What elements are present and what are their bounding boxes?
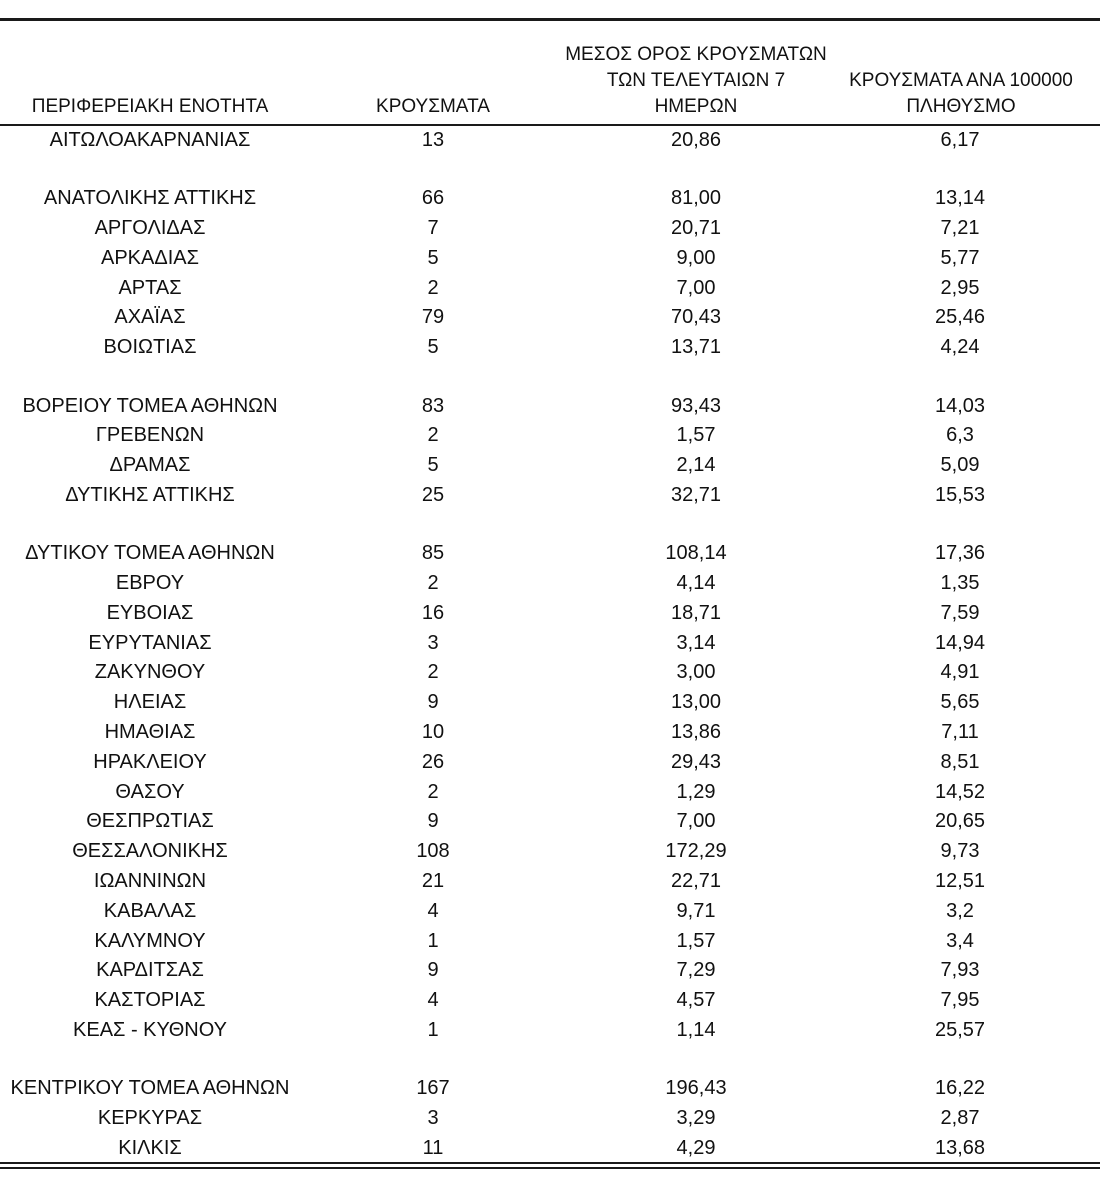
table-row — [0, 569, 1100, 599]
cell-cases-per-100k: 7,21 — [940, 217, 980, 240]
cell-seven-day-average: 4,29 — [676, 1136, 716, 1159]
header-seven-day-average: ΜΕΣΟΣ ΟΡΟΣ ΚΡΟΥΣΜΑΤΩΝ ΤΩΝ ΤΕΛΕΥΤΑΙΩΝ 7 ΗΜΕΡΩΝ — [565, 44, 827, 117]
cell-cases: 79 — [421, 306, 445, 329]
cell-cases: 5 — [427, 454, 439, 477]
cell-seven-day-average: 20,71 — [670, 217, 722, 240]
cell-cases-per-100k: 14,94 — [934, 631, 986, 654]
table-row — [0, 778, 1100, 808]
cell-region: ΑΙΤΩΛΟΑΚΑΡΝΑΝΙΑΣ — [49, 129, 251, 151]
cell-region: ΚΕΡΚΥΡΑΣ — [97, 1107, 203, 1130]
cell-cases: 3 — [427, 1107, 439, 1130]
cell-cases: 4 — [427, 989, 439, 1012]
cell-cases-per-100k: 3,2 — [946, 899, 974, 922]
header-region: ΠΕΡΙΦΕΡΕΙΑΚΗ ΕΝΟΤΗΤΑ — [31, 96, 269, 117]
cell-seven-day-average: 196,43 — [665, 1077, 727, 1100]
cell-cases: 1 — [427, 929, 439, 952]
cell-region: ΕΥΡΥΤΑΝΙΑΣ — [88, 631, 212, 654]
cell-seven-day-average: 7,00 — [676, 276, 716, 299]
cell-region: ΑΧΑΪΑΣ — [114, 306, 186, 329]
table-row — [0, 599, 1100, 629]
cell-region: ΚΑΡΔΙΤΣΑΣ — [96, 959, 204, 982]
table-row — [0, 688, 1100, 718]
table-row — [0, 184, 1100, 214]
cell-cases-per-100k: 13,68 — [934, 1136, 986, 1159]
cell-cases-per-100k: 9,73 — [940, 840, 980, 863]
cell-cases-per-100k: 25,57 — [934, 1019, 986, 1042]
cell-seven-day-average: 1,57 — [676, 424, 716, 447]
cell-cases-per-100k: 6,3 — [946, 424, 974, 447]
cell-cases: 11 — [422, 1136, 444, 1159]
cell-cases-per-100k: 3,4 — [946, 929, 974, 952]
cell-cases-per-100k: 5,77 — [940, 246, 980, 269]
cell-seven-day-average: 29,43 — [670, 750, 722, 773]
cell-cases: 9 — [427, 810, 439, 833]
cell-cases-per-100k: 12,51 — [934, 870, 986, 893]
table-row — [0, 481, 1100, 511]
cell-region: ΗΡΑΚΛΕΙΟΥ — [93, 750, 207, 773]
cell-cases-per-100k: 15,53 — [934, 483, 986, 506]
cell-cases-per-100k: 7,11 — [941, 721, 979, 744]
cell-region: ΔΥΤΙΚΟΥ ΤΟΜΕΑ ΑΘΗΝΩΝ — [25, 542, 275, 565]
table-row — [0, 718, 1100, 748]
table-bottom-rule — [0, 1162, 1100, 1164]
cell-cases: 2 — [427, 276, 439, 299]
cell-region: ΘΕΣΠΡΩΤΙΑΣ — [86, 810, 214, 833]
cell-cases-per-100k: 14,52 — [934, 780, 986, 803]
cell-seven-day-average: 9,71 — [676, 899, 716, 922]
cell-seven-day-average: 70,43 — [670, 306, 722, 329]
cell-cases: 2 — [427, 661, 439, 684]
cell-cases: 2 — [427, 780, 439, 803]
cell-cases: 16 — [421, 601, 445, 624]
cell-region: ΒΟΙΩΤΙΑΣ — [103, 336, 197, 359]
cell-region: ΚΑΛΥΜΝΟΥ — [94, 929, 206, 952]
cell-cases: 4 — [427, 899, 439, 922]
cell-cases-per-100k: 14,03 — [934, 394, 986, 417]
cell-region: ΔΥΤΙΚΗΣ ΑΤΤΙΚΗΣ — [65, 483, 235, 506]
header-cases: ΚΡΟΥΣΜΑΤΑ — [376, 96, 490, 117]
cell-cases: 66 — [421, 187, 445, 210]
cell-cases: 108 — [416, 840, 450, 863]
cell-region: ΚΑΒΑΛΑΣ — [103, 899, 197, 922]
cell-cases-per-100k: 6,17 — [940, 129, 980, 151]
cell-region: ΖΑΚΥΝΘΟΥ — [94, 661, 206, 684]
cell-seven-day-average: 13,00 — [670, 691, 722, 714]
table-row — [0, 807, 1100, 837]
cell-cases-per-100k: 4,91 — [940, 661, 980, 684]
cell-cases: 21 — [421, 870, 445, 893]
cell-cases-per-100k: 2,95 — [940, 276, 980, 299]
cell-seven-day-average: 3,29 — [676, 1107, 716, 1130]
cell-region: ΑΡΚΑΔΙΑΣ — [101, 246, 199, 269]
cell-region: ΗΛΕΙΑΣ — [113, 691, 187, 714]
cell-seven-day-average: 18,71 — [670, 601, 722, 624]
table-row — [0, 867, 1100, 897]
cell-cases-per-100k: 16,22 — [934, 1077, 986, 1100]
cell-seven-day-average: 22,71 — [670, 870, 722, 893]
cell-cases-per-100k: 4,24 — [940, 336, 980, 359]
cell-region: ΒΟΡΕΙΟΥ ΤΟΜΕΑ ΑΘΗΝΩΝ — [22, 394, 278, 417]
cell-cases-per-100k: 7,93 — [940, 959, 980, 982]
cell-cases-per-100k: 7,95 — [940, 989, 980, 1012]
cell-region: ΗΜΑΘΙΑΣ — [104, 721, 196, 744]
cell-seven-day-average: 13,86 — [670, 721, 722, 744]
cell-seven-day-average: 7,00 — [676, 810, 716, 833]
header-cases-per-100k: ΚΡΟΥΣΜΑΤΑ ΑΝΑ 100000 ΠΛΗΘΥΣΜΟ — [849, 70, 1073, 117]
cell-seven-day-average: 20,86 — [670, 129, 722, 151]
table-row — [0, 392, 1100, 422]
table-row — [0, 837, 1100, 867]
cell-cases-per-100k: 17,36 — [934, 542, 986, 565]
cell-cases: 3 — [427, 631, 439, 654]
cell-cases: 83 — [421, 394, 445, 417]
table-row — [0, 421, 1100, 451]
table-body — [0, 126, 1100, 1164]
cell-region: ΚΙΛΚΙΣ — [118, 1136, 182, 1159]
cell-cases-per-100k: 13,14 — [934, 187, 986, 210]
cell-region: ΑΡΓΟΛΙΔΑΣ — [94, 217, 206, 240]
cell-cases: 10 — [421, 721, 445, 744]
cell-cases: 85 — [421, 542, 445, 565]
cell-cases: 26 — [421, 750, 445, 773]
table-row — [0, 927, 1100, 957]
cell-region: ΑΝΑΤΟΛΙΚΗΣ ΑΤΤΙΚΗΣ — [43, 187, 257, 210]
cell-seven-day-average: 1,14 — [676, 1019, 716, 1042]
table-row — [0, 214, 1100, 244]
cell-region: ΚΕΑΣ - ΚΥΘΝΟΥ — [73, 1019, 227, 1042]
cell-seven-day-average: 2,14 — [676, 454, 716, 477]
cell-region: ΚΑΣΤΟΡΙΑΣ — [94, 989, 206, 1012]
cell-cases: 2 — [427, 572, 439, 595]
cell-cases-per-100k: 8,51 — [940, 750, 980, 773]
cell-seven-day-average: 13,71 — [670, 336, 722, 359]
cell-cases: 9 — [427, 959, 439, 982]
cell-region: ΑΡΤΑΣ — [118, 276, 182, 299]
cell-region: ΕΒΡΟΥ — [115, 572, 185, 595]
cell-seven-day-average: 32,71 — [670, 483, 722, 506]
cell-cases: 1 — [427, 1019, 439, 1042]
table-row — [0, 303, 1100, 333]
cell-seven-day-average: 93,43 — [670, 394, 722, 417]
table-row — [0, 658, 1100, 688]
cell-region: ΙΩΑΝΝΙΝΩΝ — [93, 870, 207, 893]
cell-seven-day-average: 4,14 — [676, 572, 716, 595]
cell-cases: 5 — [427, 246, 439, 269]
cell-seven-day-average: 7,29 — [676, 959, 716, 982]
cell-seven-day-average: 172,29 — [665, 840, 727, 863]
cell-region: ΔΡΑΜΑΣ — [109, 454, 191, 477]
table-row — [0, 333, 1100, 363]
cell-seven-day-average: 9,00 — [676, 246, 716, 269]
table-row — [0, 1104, 1100, 1134]
table-row — [0, 126, 1100, 156]
table-bottom-rule-double — [0, 1167, 1100, 1169]
cell-cases-per-100k: 7,59 — [940, 601, 980, 624]
cell-region: ΘΑΣΟΥ — [115, 780, 185, 803]
table-row — [0, 1074, 1100, 1104]
cell-cases: 2 — [427, 424, 439, 447]
cell-region: ΕΥΒΟΙΑΣ — [106, 601, 194, 624]
cell-cases-per-100k: 1,35 — [940, 572, 980, 595]
cell-region: ΚΕΝΤΡΙΚΟΥ ΤΟΜΕΑ ΑΘΗΝΩΝ — [10, 1077, 290, 1100]
table-row — [0, 1134, 1100, 1164]
cell-cases: 167 — [416, 1077, 450, 1100]
table-row — [0, 897, 1100, 927]
cell-region: ΓΡΕΒΕΝΩΝ — [95, 424, 205, 447]
cell-cases-per-100k: 5,65 — [940, 691, 980, 714]
table-row — [0, 451, 1100, 481]
table-row — [0, 539, 1100, 569]
table-row — [0, 748, 1100, 778]
table-top-rule — [0, 18, 1100, 21]
cell-cases-per-100k: 20,65 — [934, 810, 986, 833]
cell-cases-per-100k: 25,46 — [934, 306, 986, 329]
cell-cases: 9 — [427, 691, 439, 714]
cell-seven-day-average: 3,14 — [676, 631, 716, 654]
table-header — [0, 40, 1100, 124]
cell-cases: 25 — [421, 483, 445, 506]
table-row — [0, 956, 1100, 986]
cell-cases-per-100k: 2,87 — [940, 1107, 980, 1130]
cell-seven-day-average: 3,00 — [676, 661, 716, 684]
table-row — [0, 986, 1100, 1016]
table-row — [0, 274, 1100, 304]
cell-seven-day-average: 1,57 — [676, 929, 716, 952]
cell-seven-day-average: 4,57 — [676, 989, 716, 1012]
table-row — [0, 1016, 1100, 1046]
table-row — [0, 244, 1100, 274]
cell-cases: 13 — [421, 129, 445, 151]
table-row — [0, 629, 1100, 659]
cell-seven-day-average: 108,14 — [665, 542, 727, 565]
cell-seven-day-average: 81,00 — [670, 187, 722, 210]
cell-seven-day-average: 1,29 — [676, 780, 716, 803]
cell-region: ΘΕΣΣΑΛΟΝΙΚΗΣ — [72, 840, 228, 863]
cell-cases: 7 — [427, 217, 439, 240]
cell-cases-per-100k: 5,09 — [940, 454, 980, 477]
cell-cases: 5 — [427, 336, 439, 359]
